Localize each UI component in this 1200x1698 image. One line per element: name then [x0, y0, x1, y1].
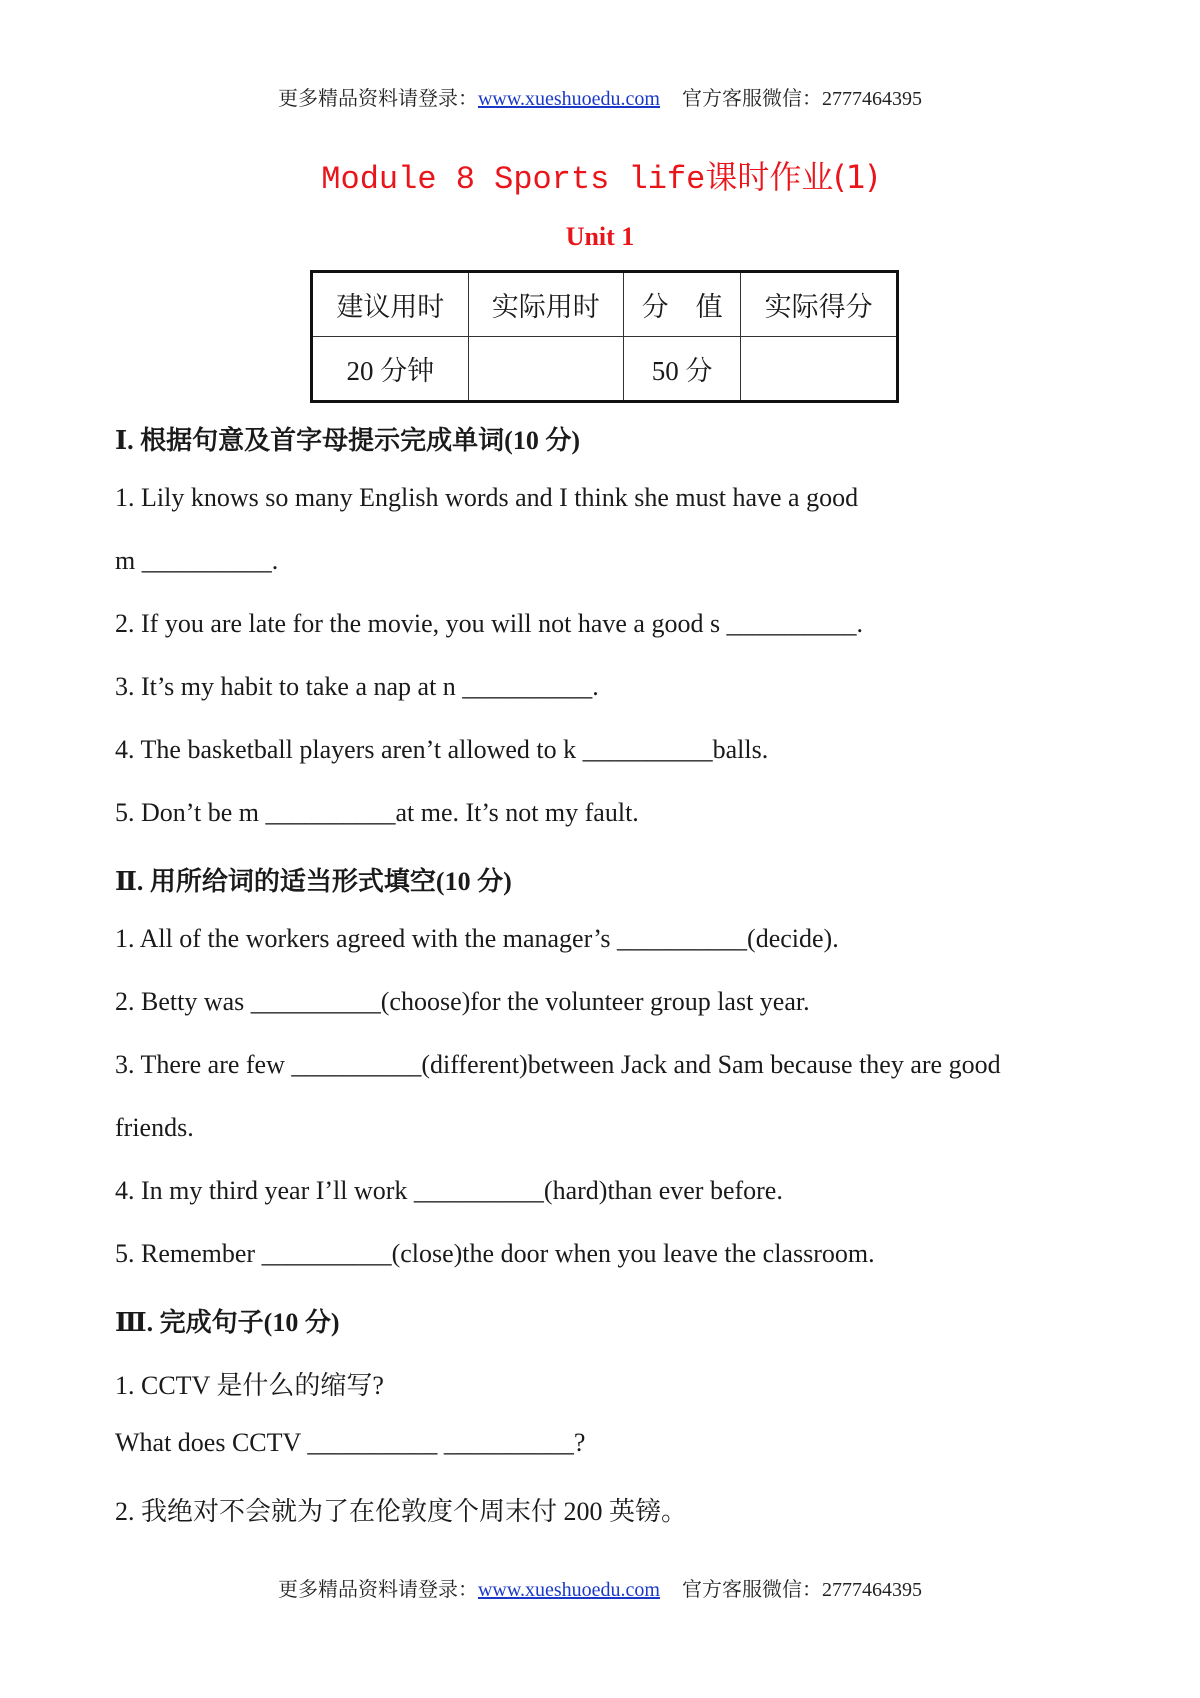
header-wechat: 官方客服微信：2777464395: [682, 88, 922, 110]
page-title: [0, 152, 1200, 198]
page-header: [0, 82, 1200, 111]
question-line: 4. The basketball players aren’t allowed to k __________balls.: [115, 735, 769, 764]
page-footer: [0, 1573, 1200, 1602]
question-line: 3. There are few __________(different)between Jack and Sam because they are good: [115, 1050, 1001, 1079]
section-heading: Ⅰ. 根据句意及首字母提示完成单词(10 分): [115, 426, 580, 455]
question-line: 1. CCTV 是什么的缩写?: [115, 1371, 384, 1400]
question-line: 2. 我绝对不会就为了在伦敦度个周末付 200 英镑。: [115, 1497, 688, 1526]
header-site-link[interactable]: www.xueshuoedu.com: [477, 88, 660, 110]
question-line: What does CCTV __________ __________?: [115, 1428, 586, 1457]
footer-site-link[interactable]: www.xueshuoedu.com: [477, 1579, 660, 1601]
question-line: friends.: [115, 1113, 194, 1142]
footer-prefix: 更多精品资料请登录：: [277, 1579, 478, 1601]
score-table-value-row: [312, 337, 898, 402]
score-table-header-row: [312, 272, 898, 337]
question-line: 4. In my third year I’ll work __________(hard)than ever before.: [115, 1176, 783, 1205]
score-value-cell: [741, 337, 898, 402]
question-line: 5. Remember __________(close)the door when you leave the classroom.: [115, 1239, 875, 1268]
footer-wechat: 官方客服微信：2777464395: [682, 1579, 922, 1601]
question-line: 1. Lily knows so many English words and I think she must have a good: [115, 483, 859, 512]
header-prefix: 更多精品资料请登录：: [277, 88, 478, 110]
title-en: Module 8 Sports life: [321, 161, 706, 198]
page-subtitle: Unit 1: [565, 222, 635, 251]
score-header-cell: 实际用时: [468, 272, 623, 337]
score-header-cell: 建议用时: [312, 272, 469, 337]
question-line: m __________.: [115, 546, 279, 575]
score-value-cell: 50 分: [623, 337, 740, 402]
section-heading: Ⅲ. 完成句子(10 分): [115, 1308, 340, 1337]
section-heading: Ⅱ. 用所给词的适当形式填空(10 分): [115, 867, 512, 896]
score-header-cell: 分 值: [623, 272, 740, 337]
question-line: 5. Don’t be m __________at me. It’s not my fault.: [115, 798, 639, 827]
question-line: 1. All of the workers agreed with the manager’s __________(decide).: [115, 924, 839, 953]
title-cn: 课时作业(1): [705, 158, 879, 196]
question-line: 2. Betty was __________(choose)for the volunteer group last year.: [115, 987, 810, 1016]
question-line: 2. If you are late for the movie, you will not have a good s __________.: [115, 609, 864, 638]
score-header-cell: 实际得分: [741, 272, 898, 337]
question-line: 3. It’s my habit to take a nap at n __________.: [115, 672, 599, 701]
score-table: [310, 270, 899, 403]
score-value-cell: 20 分钟: [312, 337, 469, 402]
score-value-cell: [468, 337, 623, 402]
